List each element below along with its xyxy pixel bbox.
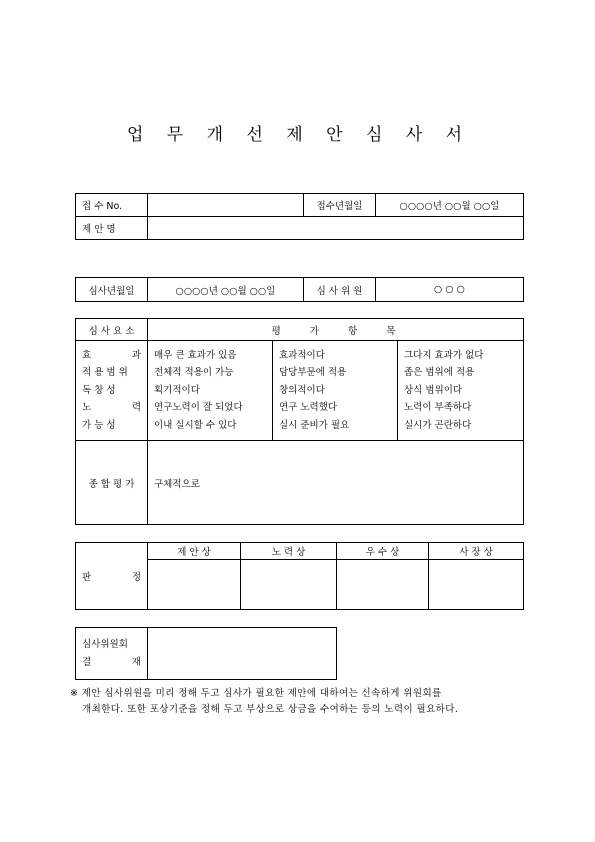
list-item: 연구노력이 잘 되었다 xyxy=(154,402,243,414)
overall-evaluation-field[interactable]: 구체적으로 xyxy=(148,441,524,525)
approval-label: 심사위원회 결 재 xyxy=(76,628,148,680)
list-item: 매우 큰 효과가 있음 xyxy=(154,349,237,361)
list-item: 획기적이다 xyxy=(154,384,200,396)
list-item: 전체적 적용이 가능 xyxy=(154,367,234,379)
list-item: 실시가 곤란하다 xyxy=(404,419,472,431)
evaluation-items-header: 평 가 항 목 xyxy=(148,319,524,341)
review-date-field[interactable]: ○○○○년 ○○월 ○○일 xyxy=(148,278,304,302)
award-effort-cell[interactable] xyxy=(241,560,337,610)
award-proposal-header: 제 안 상 xyxy=(148,543,241,560)
approval-signature-field[interactable] xyxy=(148,628,337,680)
award-proposal-cell[interactable] xyxy=(148,560,241,610)
element-label-originality: 독 창 성 xyxy=(82,384,116,396)
footnote-line-1: ※ 제안 심사위원을 미리 정해 두고 심사가 필요한 제안에 대하여는 신속하게 위원회를 xyxy=(70,688,442,699)
element-label-effect: 효 과 xyxy=(82,349,141,361)
list-item: 이내 실시할 수 있다 xyxy=(154,419,237,431)
footnote-line-2: 개최한다. 또한 포상기준을 정해 두고 부상으로 상금을 수여하는 등의 노력이 필요하다. xyxy=(82,704,459,715)
reviewer-label: 심 사 위 원 xyxy=(304,278,376,302)
element-label-feasibility: 가 능 성 xyxy=(82,419,116,431)
award-president-cell[interactable] xyxy=(429,560,524,610)
evaluation-column-low[interactable] xyxy=(398,341,524,441)
evaluation-table xyxy=(75,318,524,525)
reception-date-label: 접수년월일 xyxy=(304,194,376,217)
judgment-label: 판 정 xyxy=(76,543,148,610)
evaluation-element-labels xyxy=(76,341,148,441)
element-label-effort: 노 력 xyxy=(82,402,141,414)
list-item: 연구 노력했다 xyxy=(279,402,338,414)
evaluation-column-mid[interactable] xyxy=(273,341,398,441)
judgment-table xyxy=(75,542,524,610)
reception-date-field[interactable]: ○○○○년 ○○월 ○○일 xyxy=(376,194,524,217)
list-item: 노력이 부족하다 xyxy=(404,402,472,414)
proposal-name-field[interactable] xyxy=(148,217,524,240)
award-president-header: 사 장 상 xyxy=(429,543,524,560)
element-label-scope: 적 용 범 위 xyxy=(82,367,128,379)
award-excellence-cell[interactable] xyxy=(337,560,429,610)
approval-table xyxy=(75,627,337,680)
list-item: 상식 범위이다 xyxy=(404,384,463,396)
reviewer-field[interactable]: ○ ○ ○ xyxy=(376,278,524,302)
evaluation-element-header: 심 사 요 소 xyxy=(76,319,148,341)
award-excellence-header: 우 수 상 xyxy=(337,543,429,560)
list-item: 창의적이다 xyxy=(279,384,325,396)
list-item: 좁은 범위에 적용 xyxy=(404,367,475,379)
reception-no-field[interactable] xyxy=(148,194,304,217)
list-item: 그다지 효과가 없다 xyxy=(404,349,484,361)
review-date-label: 심사년월일 xyxy=(76,278,148,302)
list-item: 실시 준비가 필요 xyxy=(279,419,350,431)
review-table xyxy=(75,277,524,302)
reception-no-label: 접 수 No. xyxy=(76,194,148,217)
overall-evaluation-label: 종 합 평 가 xyxy=(76,441,148,525)
footnote xyxy=(70,686,530,718)
evaluation-column-high[interactable] xyxy=(148,341,273,441)
award-effort-header: 노 력 상 xyxy=(241,543,337,560)
proposal-name-label: 제 안 명 xyxy=(76,217,148,240)
reception-table xyxy=(75,193,524,240)
list-item: 효과적이다 xyxy=(279,349,325,361)
page-title: 업 무 개 선 제 안 심 사 서 xyxy=(126,125,469,145)
list-item: 담당부문에 적용 xyxy=(279,367,347,379)
